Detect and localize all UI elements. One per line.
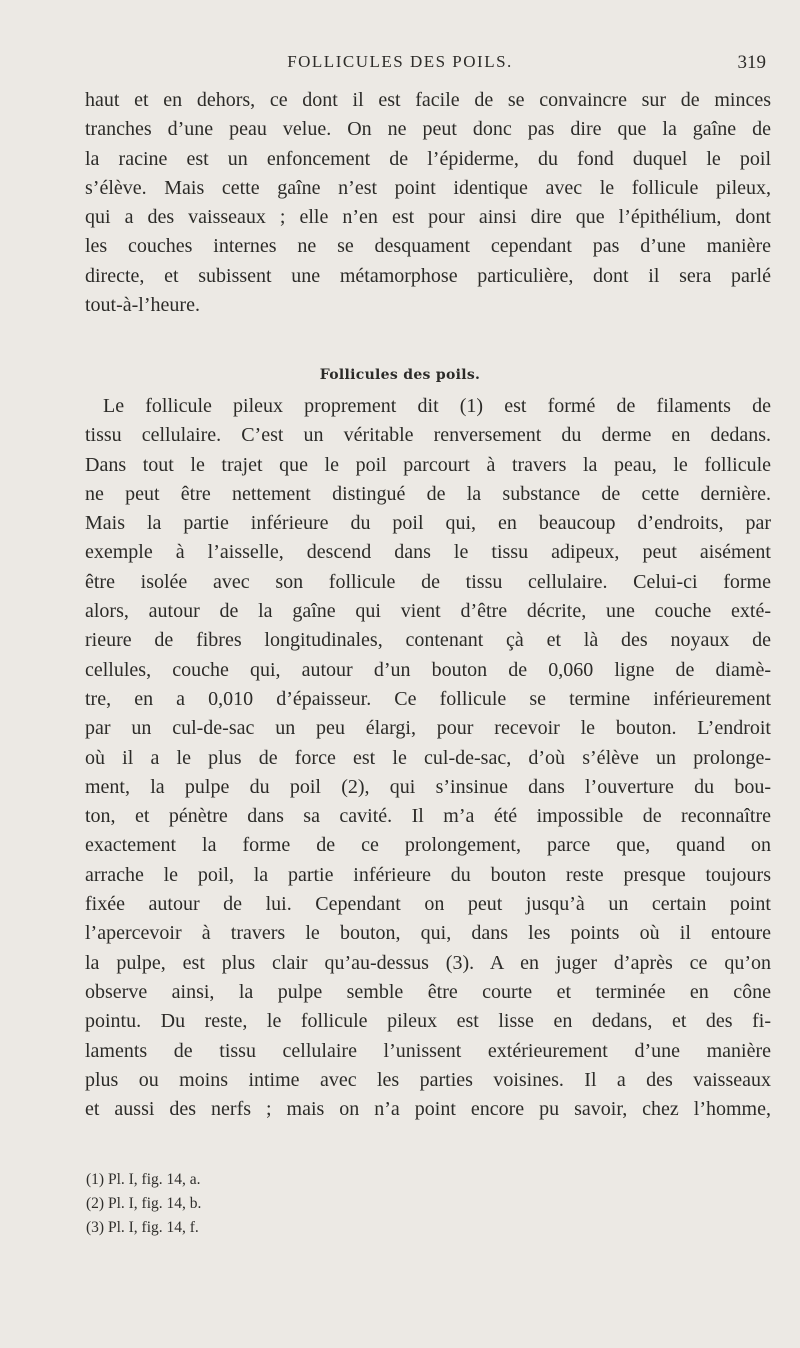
text-line: ment, la pulpe du poil (2), qui s’insinue dans l’ouverture du bou- — [85, 775, 771, 798]
text-line: observe ainsi, la pulpe semble être courte et terminée en cône — [85, 980, 771, 1003]
text-line: s’élève. Mais cette gaîne n’est point identique avec le follicule pileux, — [85, 176, 771, 199]
paragraph-continued — [85, 86, 771, 320]
footnote: (1) Pl. I, fig. 14, a. — [86, 1171, 201, 1188]
text-line: la racine est un enfoncement de l’épiderme, du fond duquel le poil — [85, 147, 771, 170]
text-line: arrache le poil, la partie inférieure du bouton reste presque toujours — [85, 863, 771, 886]
text-line: ton, et pénètre dans sa cavité. Il m’a été impossible de reconnaître — [85, 805, 771, 828]
text-line: cellules, couche qui, autour d’un bouton de 0,060 ligne de diamè- — [85, 658, 771, 681]
text-line: tre, en a 0,010 d’épaisseur. Ce follicule se termine inférieurement — [85, 687, 771, 710]
text-line: ne peut être nettement distingué de la substance de cette dernière. — [85, 482, 771, 505]
text-line: haut et en dehors, ce dont il est facile de se convaincre sur de minces — [85, 89, 771, 111]
footnotes — [86, 1168, 486, 1240]
section-heading: Follicules des poils. — [319, 367, 481, 383]
text-line: plus ou moins intime avec les parties voisines. Il a des vaisseaux — [85, 1068, 771, 1091]
footnote: (2) Pl. I, fig. 14, b. — [86, 1195, 202, 1212]
text-line: être isolée avec son follicule de tissu cellulaire. Celui-ci forme — [85, 570, 771, 593]
running-head — [0, 52, 800, 82]
text-line: fixée autour de lui. Cependant on peut jusqu’à un certain point — [85, 893, 771, 916]
text-line: rieure de fibres longitudinales, contenant çà et là des noyaux de — [85, 629, 771, 652]
text-line: par un cul-de-sac un peu élargi, pour recevoir le bouton. L’endroit — [85, 717, 771, 740]
footnote: (3) Pl. I, fig. 14, f. — [86, 1219, 199, 1236]
text-line: tranches d’une peau velue. On ne peut donc pas dire que la gaîne de — [85, 118, 771, 141]
text-line: pointu. Du reste, le follicule pileux est lisse en dedans, et des fi- — [85, 1010, 771, 1033]
text-line: Dans tout le trajet que le poil parcourt à travers la peau, le follicule — [85, 453, 771, 476]
text-line: laments de tissu cellulaire l’unissent extérieurement d’une manière — [85, 1039, 771, 1062]
page-number: 319 — [737, 52, 766, 73]
text-line: la pulpe, est plus clair qu’au-dessus (3). A en juger d’après ce qu’on — [85, 951, 771, 974]
text-line: tissu cellulaire. C’est un véritable renversement du derme en dedans. — [85, 424, 771, 447]
text-line: exactement la forme de ce prolongement, parce que, quand on — [85, 834, 771, 857]
text-line: l’apercevoir à travers le bouton, qui, dans les points où il entoure — [85, 922, 771, 945]
text-line: Mais la partie inférieure du poil qui, en beaucoup d’endroits, par — [85, 512, 771, 535]
text-line: et aussi des nerfs ; mais on n’a point encore pu savoir, chez l’homme, — [85, 1098, 771, 1121]
paragraph-follicles — [85, 392, 771, 1124]
text-line: exemple à l’aisselle, descend dans le tissu adipeux, peut aisément — [85, 541, 771, 564]
text-line: alors, autour de la gaîne qui vient d’être décrite, une couche exté- — [85, 600, 771, 623]
text-line: où il a le plus de force est le cul-de-sac, d’où s’élève un prolonge- — [85, 746, 771, 769]
text-line: tout-à-l’heure. — [85, 294, 200, 317]
text-line: directe, et subissent une métamorphose particulière, dont il sera parlé — [85, 264, 771, 287]
text-line: qui a des vaisseaux ; elle n’en est pour ainsi dire que l’épithélium, dont — [85, 206, 771, 229]
running-title: FOLLICULES DES POILS. — [287, 52, 513, 71]
text-line: Le follicule pileux proprement dit (1) est formé de filaments de — [103, 395, 771, 417]
text-line: les couches internes ne se desquament cependant pas d’une manière — [85, 235, 771, 258]
